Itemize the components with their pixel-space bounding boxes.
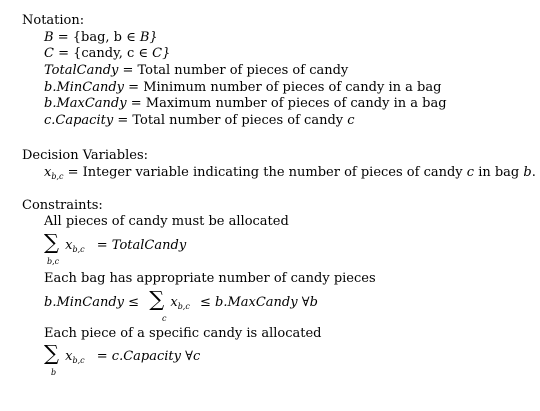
notation-min-candy bbox=[44, 80, 441, 96]
constraint-3-formula bbox=[44, 343, 200, 375]
decision-var-c: c bbox=[466, 165, 475, 180]
decision-var-symbol: x bbox=[44, 165, 52, 180]
constraint-2-description: Each bag has appropriate number of candy pieces bbox=[44, 271, 376, 286]
candy-set-close: C} bbox=[152, 46, 171, 61]
total-candy-definition: = Total number of pieces of candy bbox=[122, 63, 349, 78]
constraint-3-var: x bbox=[65, 349, 73, 364]
constraint-1-formula bbox=[44, 232, 186, 264]
constraint-2-var: x bbox=[170, 295, 178, 310]
notation-candy-set bbox=[44, 46, 170, 62]
constraint-2-rhs: ≤ b.MaxCandy ∀b bbox=[199, 295, 318, 310]
min-candy-definition: = Minimum number of pieces of candy in a bag bbox=[128, 80, 442, 95]
constraint-3-var-subscript: b,c bbox=[72, 356, 85, 365]
notation-capacity bbox=[44, 113, 355, 129]
notation-max-candy bbox=[44, 96, 447, 112]
candy-set-symbol: C bbox=[44, 46, 54, 61]
decision-var-period: . bbox=[531, 165, 536, 180]
notation-total-candy bbox=[44, 63, 348, 79]
decision-heading: Decision Variables: bbox=[22, 148, 149, 163]
constraint-2-var-subscript: b,c bbox=[177, 302, 190, 311]
total-candy-symbol: TotalCandy bbox=[44, 63, 119, 78]
constraint-3-rhs: = c.Capacity ∀c bbox=[96, 349, 201, 364]
decision-var-text: = Integer variable indicating the number of pieces of candy bbox=[63, 165, 467, 180]
bag-set-symbol: B bbox=[44, 30, 54, 45]
summation-symbol: ∑ bbox=[44, 230, 59, 254]
summation-symbol: ∑ bbox=[149, 287, 165, 311]
candy-set-definition: = {candy, c ∈ bbox=[58, 46, 153, 61]
max-candy-definition: = Maximum number of pieces of candy in a bag bbox=[130, 96, 447, 111]
decision-var-b: b bbox=[523, 165, 532, 180]
constraint-3-description: Each piece of a specific candy is allocated bbox=[44, 326, 322, 341]
decision-var-subscript: b,c bbox=[51, 172, 64, 181]
max-candy-symbol: b.MaxCandy bbox=[44, 96, 127, 111]
constraint-1-var: x bbox=[65, 238, 73, 253]
min-candy-symbol: b.MinCandy bbox=[44, 80, 125, 95]
notation-bag-set bbox=[44, 30, 158, 46]
constraint-3-sum-index: b bbox=[51, 368, 57, 377]
constraint-2-sum-index: c bbox=[162, 314, 167, 323]
bag-set-definition: = {bag, b ∈ bbox=[57, 30, 140, 45]
notation-heading: Notation: bbox=[22, 13, 85, 28]
constraint-1-sum-index: b,c bbox=[47, 257, 60, 266]
constraint-1-description: All pieces of candy must be allocated bbox=[44, 214, 289, 229]
constraints-heading: Constraints: bbox=[22, 198, 103, 213]
capacity-candy-var: c bbox=[347, 113, 355, 128]
constraint-2-lhs: b.MinCandy ≤ bbox=[44, 295, 140, 310]
bag-set-close: B} bbox=[139, 30, 158, 45]
capacity-symbol: c.Capacity bbox=[44, 113, 114, 128]
constraint-1-var-subscript: b,c bbox=[72, 245, 85, 254]
constraint-1-rhs: = TotalCandy bbox=[96, 238, 187, 253]
summation-symbol: ∑ bbox=[44, 341, 59, 365]
capacity-definition: = Total number of pieces of candy bbox=[117, 113, 348, 128]
constraint-2-formula bbox=[44, 289, 318, 321]
decision-var-bag-text: in bag bbox=[474, 165, 524, 180]
decision-variable-definition bbox=[44, 165, 536, 185]
